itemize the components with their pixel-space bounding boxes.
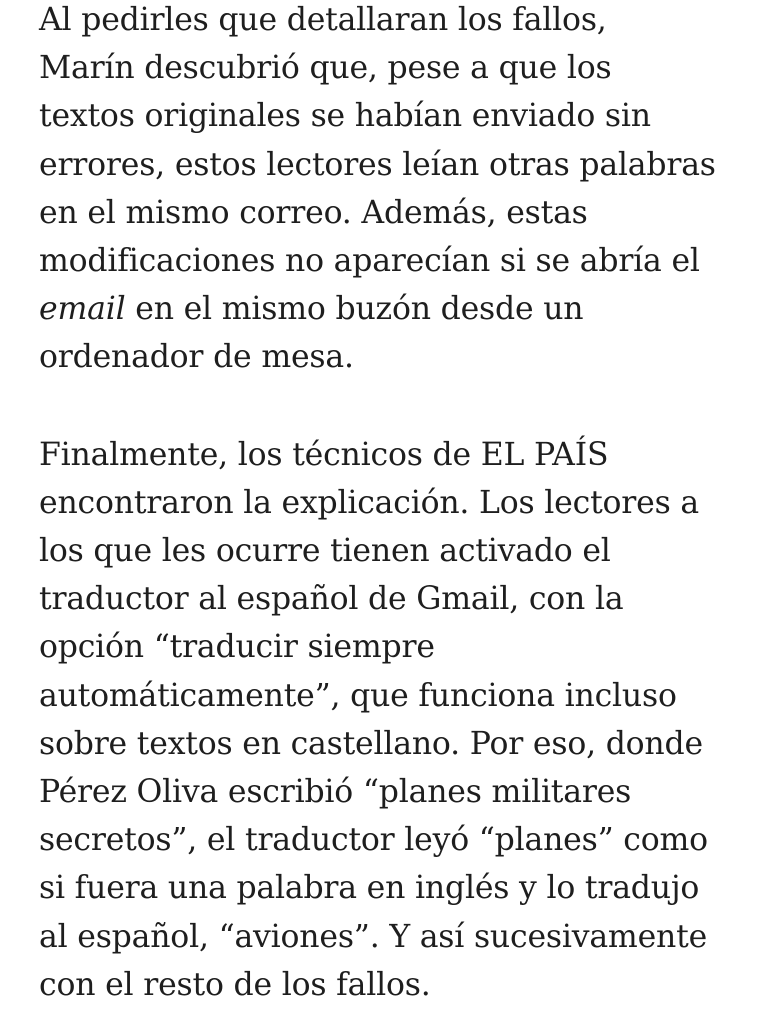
paragraph-1 (39, 0, 739, 382)
text-line: automáticamente”, que funciona incluso (39, 677, 677, 714)
text-line: modificaciones no aparecían si se abría el (39, 243, 700, 280)
paragraph-2 (39, 431, 739, 1009)
text-line: en el mismo correo. Además, estas (39, 194, 588, 231)
text-line: Al pedirles que detallaran los fallos, (39, 2, 607, 38)
text-line: traductor al español de Gmail, con la (39, 581, 624, 618)
text-line: al español, “aviones”. Y así sucesivamente (39, 918, 708, 955)
text-line: secretos”, el traductor leyó “planes” como (39, 822, 708, 859)
text-line: Pérez Oliva escribió “planes militares (39, 774, 632, 811)
text-line (39, 285, 739, 333)
text-line: errores, estos lectores leían otras palabras (39, 146, 716, 183)
emphasis-email: email (39, 291, 126, 328)
text-line: Finalmente, los técnicos de EL PAÍS (39, 436, 609, 473)
text-line: textos originales se habían enviado sin (39, 98, 651, 135)
text-line: encontraron la explicación. Los lectores a (39, 484, 699, 521)
text-line: con el resto de los fallos. (39, 966, 431, 1003)
text-line: si fuera una palabra en inglés y lo tradujo (39, 870, 700, 907)
text-line: sobre textos en castellano. Por eso, donde (39, 725, 703, 762)
text-line: Marín descubrió que, pese a que los (39, 50, 612, 87)
text-fragment: en el mismo buzón desde un (125, 291, 584, 328)
text-line: los que les ocurre tienen activado el (39, 533, 611, 570)
text-line: opción “traducir siempre (39, 629, 435, 666)
article-body (39, 0, 739, 1009)
text-line: ordenador de mesa. (39, 339, 354, 376)
